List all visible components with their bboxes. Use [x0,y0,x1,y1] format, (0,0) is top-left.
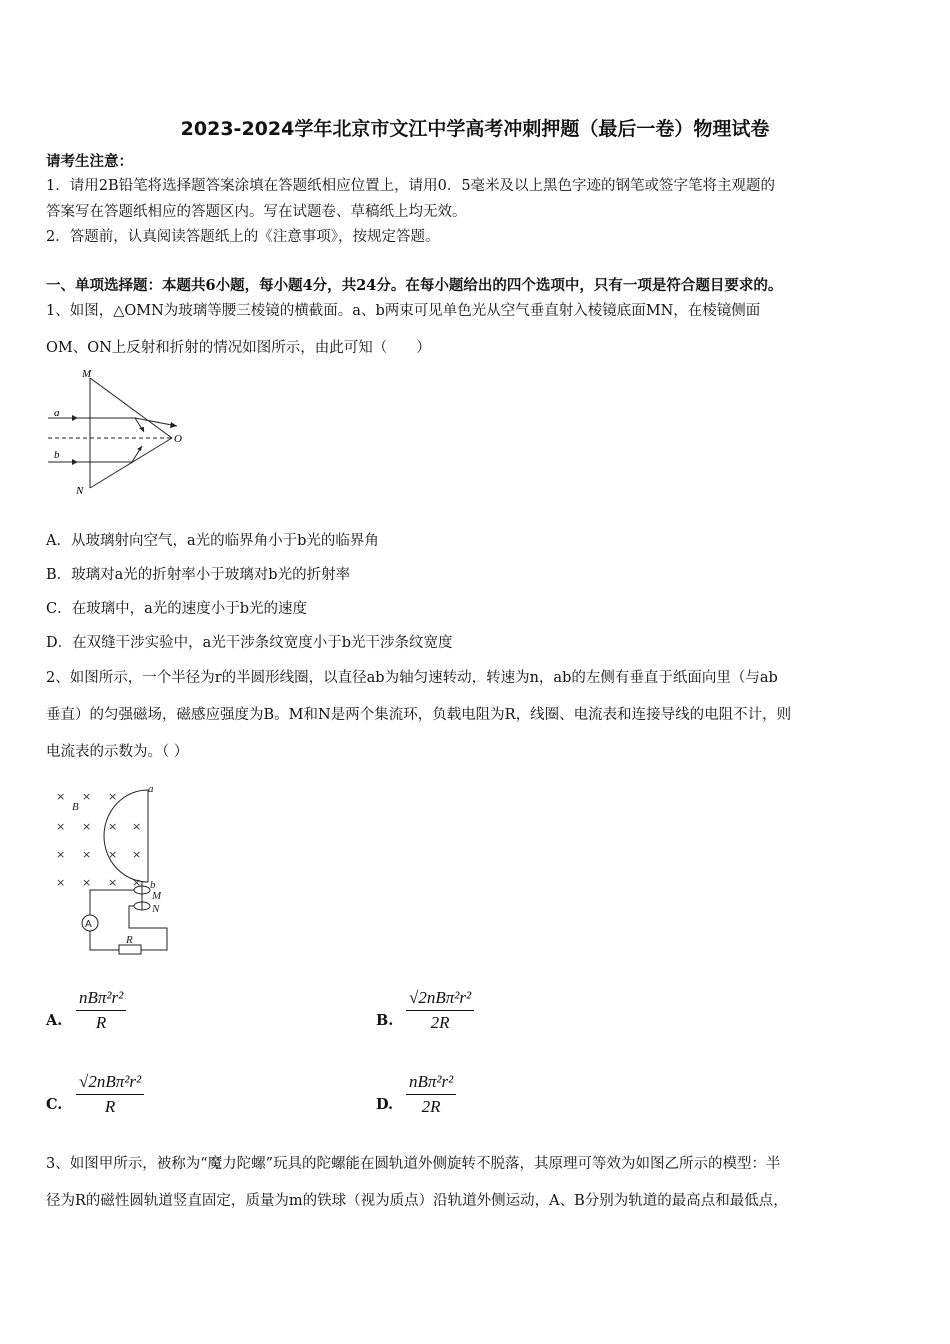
q2-option-b-label: B. [376,1012,394,1029]
q2-option-a-label: A. [46,1012,63,1029]
notice-line-1: 1．请用2B铅笔将选择题答案涂填在答题纸相应位置上，请用0．5毫米及以上黑色字迹的钢笔或签字笔将主观题的 [46,178,776,194]
svg-text:×: × [82,876,92,889]
q2-stem-line-3: 电流表的示数为。（ ） [46,744,189,760]
q2-option-a-denominator: R [95,1013,107,1032]
svg-text:×: × [82,848,92,861]
q2-option-c-numerator: √2nBπ²r² [76,1072,144,1095]
q1-option-a: A．从玻璃射向空气，a光的临界角小于b光的临界角 [46,533,379,549]
q2-option-c-denominator: R [104,1097,116,1116]
notice-line-3: 2．答题前，认真阅读答题纸上的《注意事项》，按规定答题。 [46,229,440,245]
page-title: 2023-2024学年北京市文江中学高考冲刺押题（最后一卷）物理试卷 [180,118,770,140]
svg-text:×: × [132,876,142,889]
q2-stem-line-2: 垂直）的匀强磁场，磁感应强度为B。M和N是两个集流环，负载电阻为R，线圈、电流表和连接导线的电阻不计，则 [46,707,792,723]
fig-label-b: b [150,879,156,891]
q2-stem-line-1: 2、如图所示，一个半径为r的半圆形线圈，以直径ab为轴匀速转动，转速为n，ab的左侧有垂直于纸面向里（与ab [46,670,778,686]
svg-text:×: × [108,848,118,861]
q2-option-a-numerator: nBπ²r² [76,988,126,1011]
svg-text:×: × [108,820,118,833]
fig-label-M: M [82,368,92,380]
q3-stem-line-1: 3、如图甲所示，被称为“魔力陀螺”玩具的陀螺能在圆轨道外侧旋转不脱落，其原理可等效为如图乙所示的模型：半 [46,1156,781,1172]
q1-prism-figure [44,366,194,498]
svg-text:×: × [56,820,66,833]
svg-text:×: × [108,790,118,803]
ammeter-label: A [85,919,92,930]
q2-option-d-numerator: nBπ²r² [406,1072,456,1095]
q2-option-a-formula [76,988,126,1033]
svg-text:×: × [132,820,142,833]
fig-label-a: a [148,783,154,795]
fig-label-N: N [152,903,160,915]
fig-label-B: B [72,801,79,813]
q2-option-d-denominator: 2R [421,1097,441,1116]
q2-option-c-formula [76,1072,144,1117]
fig-label-R: R [126,934,133,946]
q2-option-d-label: D. [376,1096,394,1113]
svg-text:×: × [56,790,66,803]
q1-stem-line-1: 1、如图，△OMN为玻璃等腰三棱镜的横截面。a、b两束可见单色光从空气垂直射入棱镜底面MN，在棱镜侧面 [46,303,761,319]
q2-option-b-formula [406,988,474,1033]
notice-line-2: 答案写在答题纸相应的答题区内。写在试题卷、草稿纸上均无效。 [46,204,467,220]
section-heading: 一、单项选择题：本题共6小题，每小题4分，共24分。在每小题给出的四个选项中，只有一项是符合题目要求的。 [46,277,783,294]
svg-text:×: × [132,848,142,861]
notice-heading: 请考生注意： [46,153,133,170]
q1-option-d: D．在双缝干涉实验中，a光干涉条纹宽度小于b光干涉条纹宽度 [46,635,453,651]
svg-text:×: × [82,820,92,833]
q2-option-b-numerator: √2nBπ²r² [406,988,474,1011]
q1-option-b: B．玻璃对a光的折射率小于玻璃对b光的折射率 [46,567,351,583]
q2-option-b-denominator: 2R [430,1013,450,1032]
fig-label-N: N [76,485,84,497]
q2-option-c-label: C. [46,1096,63,1113]
q2-coil-figure [52,782,182,958]
fig-label-M: M [152,890,162,902]
svg-text:×: × [56,848,66,861]
svg-text:×: × [108,876,118,889]
q1-option-c: C．在玻璃中，a光的速度小于b光的速度 [46,601,308,617]
svg-text:×: × [56,876,66,889]
fig-label-a: a [54,407,60,419]
q2-option-d-formula [406,1072,456,1117]
q1-stem-line-2: OM、ON上反射和折射的情况如图所示，由此可知（ ） [46,340,431,356]
q3-stem-line-2: 径为R的磁性圆轨道竖直固定，质量为m的铁球（视为质点）沿轨道外侧运动，A、B分别为轨道的最高点和最低点， [46,1193,788,1209]
svg-text:×: × [82,790,92,803]
fig-label-b: b [54,449,60,461]
fig-label-O: O [174,433,182,445]
